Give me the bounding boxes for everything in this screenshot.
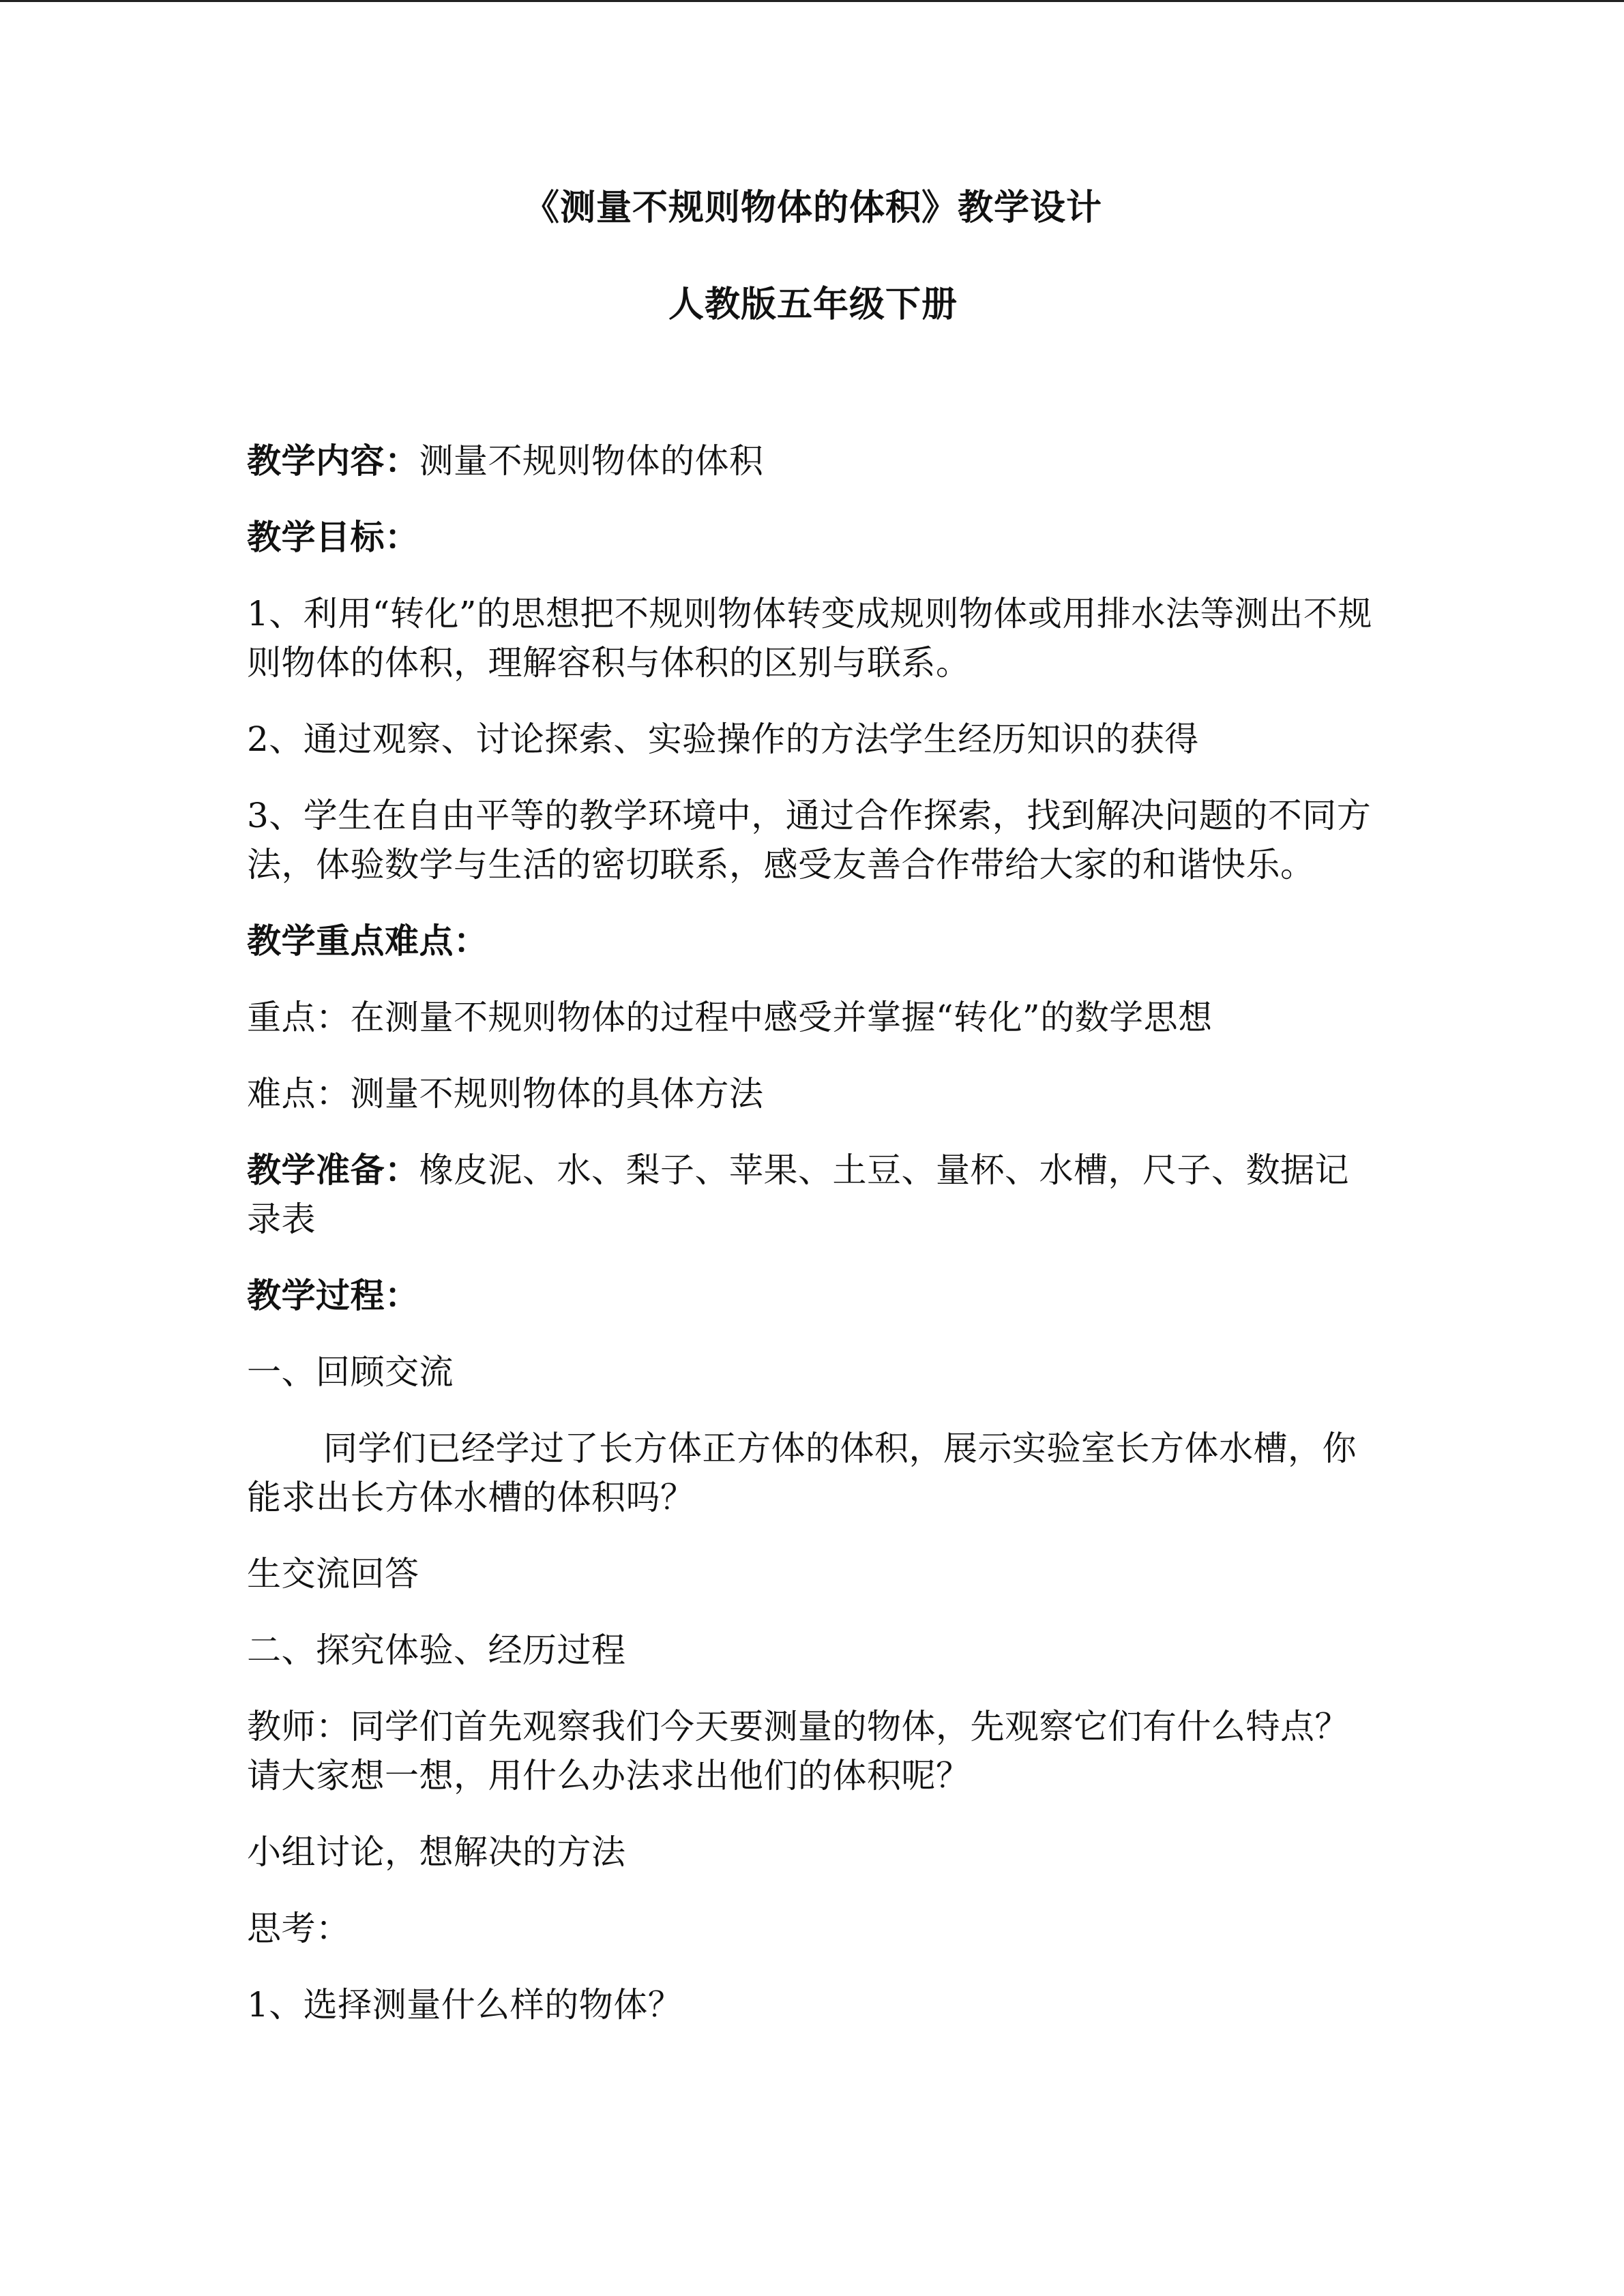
think-label: 思考： — [247, 1909, 351, 1948]
goal-item-2: 2、通过观察、讨论探索、实验操作的方法学生经历知识的获得 — [247, 719, 1199, 759]
document-title: 《测量不规则物体的体积》教学设计 — [523, 187, 1102, 228]
section-heading-2: 二、探究体验、经历过程 — [247, 1630, 626, 1670]
document-page — [247, 184, 1379, 2057]
teaching-content-text: 测量不规则物体的体积 — [419, 441, 764, 481]
document-subtitle: 人教版五年级下册 — [668, 284, 958, 325]
teaching-content — [247, 436, 1379, 486]
document-body — [247, 436, 1379, 2029]
goal-item-1: 1、利用“转化”的思想把不规则物体转变成规则物体或用排水法等测出不规则物体的体积，理解容积与体积的区别与联系。 — [247, 594, 1372, 683]
difficult-point: 难点：测量不规则物体的具体方法 — [247, 1074, 764, 1114]
teaching-preparation-text: 橡皮泥、水、梨子、苹果、土豆、量杯、水槽，尺子、数据记录表 — [247, 1150, 1349, 1239]
key-points-heading: 教学重点难点： — [247, 921, 488, 961]
teaching-process-heading: 教学过程： — [247, 1275, 419, 1315]
page-top-border — [0, 0, 1624, 2]
teacher-paragraph: 教师：同学们首先观察我们今天要测量的物体，先观察它们有什么特点？请大家想一想，用什么办法求出他们的体积呢？ — [247, 1707, 1349, 1795]
teaching-preparation — [247, 1146, 1379, 1244]
key-point: 重点：在测量不规则物体的过程中感受并掌握“转化”的数学思想 — [247, 998, 1213, 1037]
teaching-preparation-label: 教学准备： — [247, 1150, 419, 1190]
section-heading-1: 一、回顾交流 — [247, 1352, 454, 1392]
group-discussion: 小组讨论，想解决的方法 — [247, 1832, 626, 1872]
teaching-goals-heading: 教学目标： — [247, 517, 419, 557]
think-item-1: 1、选择测量什么样的物体？ — [247, 1985, 683, 2025]
section-1-paragraph: 同学们已经学过了长方体正方体的体积，展示实验室长方体水槽，你能求出长方体水槽的体积吗？ — [247, 1429, 1357, 1517]
teaching-content-label: 教学内容： — [247, 441, 419, 481]
goal-item-3: 3、学生在自由平等的教学环境中，通过合作探索，找到解决问题的不同方法，体验数学与生活的密切联系，感受友善合作带给大家的和谐快乐。 — [247, 796, 1372, 884]
student-answer: 生交流回答 — [247, 1554, 419, 1594]
